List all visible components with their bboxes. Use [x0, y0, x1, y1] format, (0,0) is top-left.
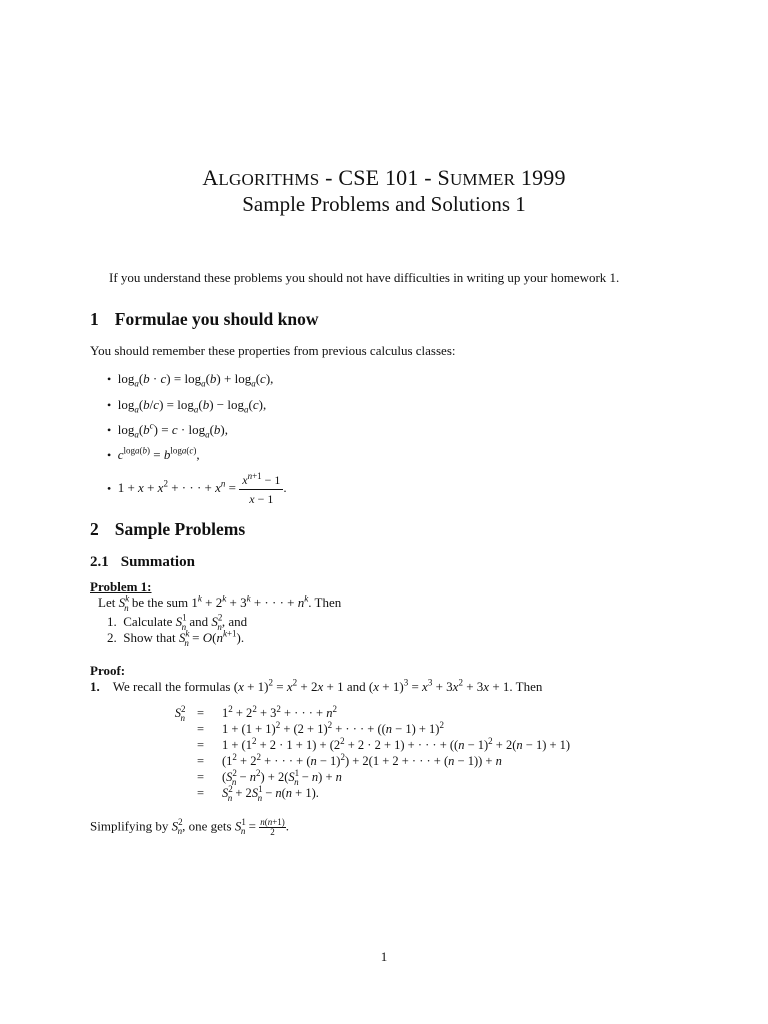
intro-text: If you understand these problems you should not have difficulties in writing up your homework 1.: [109, 270, 620, 285]
section-1-lead: You should remember these properties from previous calculus classes:: [90, 343, 456, 358]
section-2-number: 2: [90, 519, 99, 539]
formula-log-exchange: $c^{loga(b)} = b^{loga(c)}$,: [117, 445, 200, 462]
bullet-icon: •: [107, 448, 112, 462]
problem-1-heading: Problem 1:: [90, 579, 152, 594]
formula-item: [107, 447, 200, 463]
subsection-number: 2.1: [90, 554, 109, 570]
formula-log-quotient: $\log_a(b/c) = \log_a(b) - \log_a(c)$,: [117, 397, 267, 415]
problem-1-statement: Let $S^k_n$ be the sum $1^k + 2^k + 3^k$ + · · · + $n^k$. Then: [98, 593, 342, 613]
formula-item: [107, 371, 273, 387]
proof-step-1: 1. We recall the formulas $(x + 1)^2 = x^2 + 2x + 1$ and $(x + 1)^3 = x^3 + 3x^2 + 3x + 1$. Then: [90, 677, 543, 694]
doc-subtitle: Sample Problems and Solutions 1: [242, 192, 526, 216]
formula-item: [107, 422, 228, 438]
problem-1-item-2: 2. Show that $S^k_n = O(n^{k+1})$.: [107, 628, 245, 648]
equation-array: $S^2_n$ = $1^2 + 2^2 + 3^2$ + · · · + $n^2$ = $1 + (1 + 1)^2 + (2 + 1)^2$ + · · · + $((n - 1) + 1)^2$ = $1 + (1^2 + 2 \cdot 1 + 1) + (2^2 + 2 \cdot 2 + 1)$ + · · · + $((n - 1)^2 + 2(n - 1) + 1)$ = ($1^2 + 2^2$ + · · · + $(n - 1)^2) + 2(1 + 2$ + · · · + (n − 1)) + n = $(S^2_n - n^2) + 2(S^1_n - n) + n$ = $S^2_n + 2S^1_n - n(n + 1)$.: [174, 703, 571, 803]
simplify-line: Simplifying by $S^2_n$, one gets $S^1_n$ = $\frac{n(n+1)}{2}$ .: [90, 817, 290, 837]
page-number: 1: [380, 949, 388, 964]
section-1-title: Formulae you should know: [114, 309, 319, 329]
subsection-2-1-heading: [90, 554, 195, 571]
problem-1-item-1: 1. Calculate $S^1_n$ and $S^2_n$, and: [107, 612, 248, 632]
section-1-heading: [90, 309, 318, 330]
doc-title: ALGORITHMS - CSE 101 - SUMMER 1999: [202, 165, 566, 190]
section-1-number: 1: [90, 309, 99, 329]
subsection-title: Summation: [120, 554, 195, 570]
formula-item: [107, 397, 266, 413]
proof-heading: Proof:: [90, 663, 126, 678]
formula-geometric-sum: $1 + x + x^2$ + · · · + $x^n$ = $\frac{x^{n+1} - 1}{x - 1}$ .: [117, 471, 287, 506]
formula-log-power: $\log_a(b^c) = c \cdot \log_a(b)$,: [117, 420, 229, 440]
bullet-icon: •: [107, 398, 112, 412]
bullet-icon: •: [107, 372, 112, 386]
bullet-icon: •: [107, 423, 112, 437]
formula-log-product: $\log_a(b \cdot c) = \log_a(b) + \log_a(c)$,: [117, 371, 274, 389]
section-2-heading: [90, 519, 245, 540]
formula-item: [107, 472, 287, 507]
section-2-title: Sample Problems: [114, 519, 246, 539]
bullet-icon: •: [107, 481, 112, 496]
